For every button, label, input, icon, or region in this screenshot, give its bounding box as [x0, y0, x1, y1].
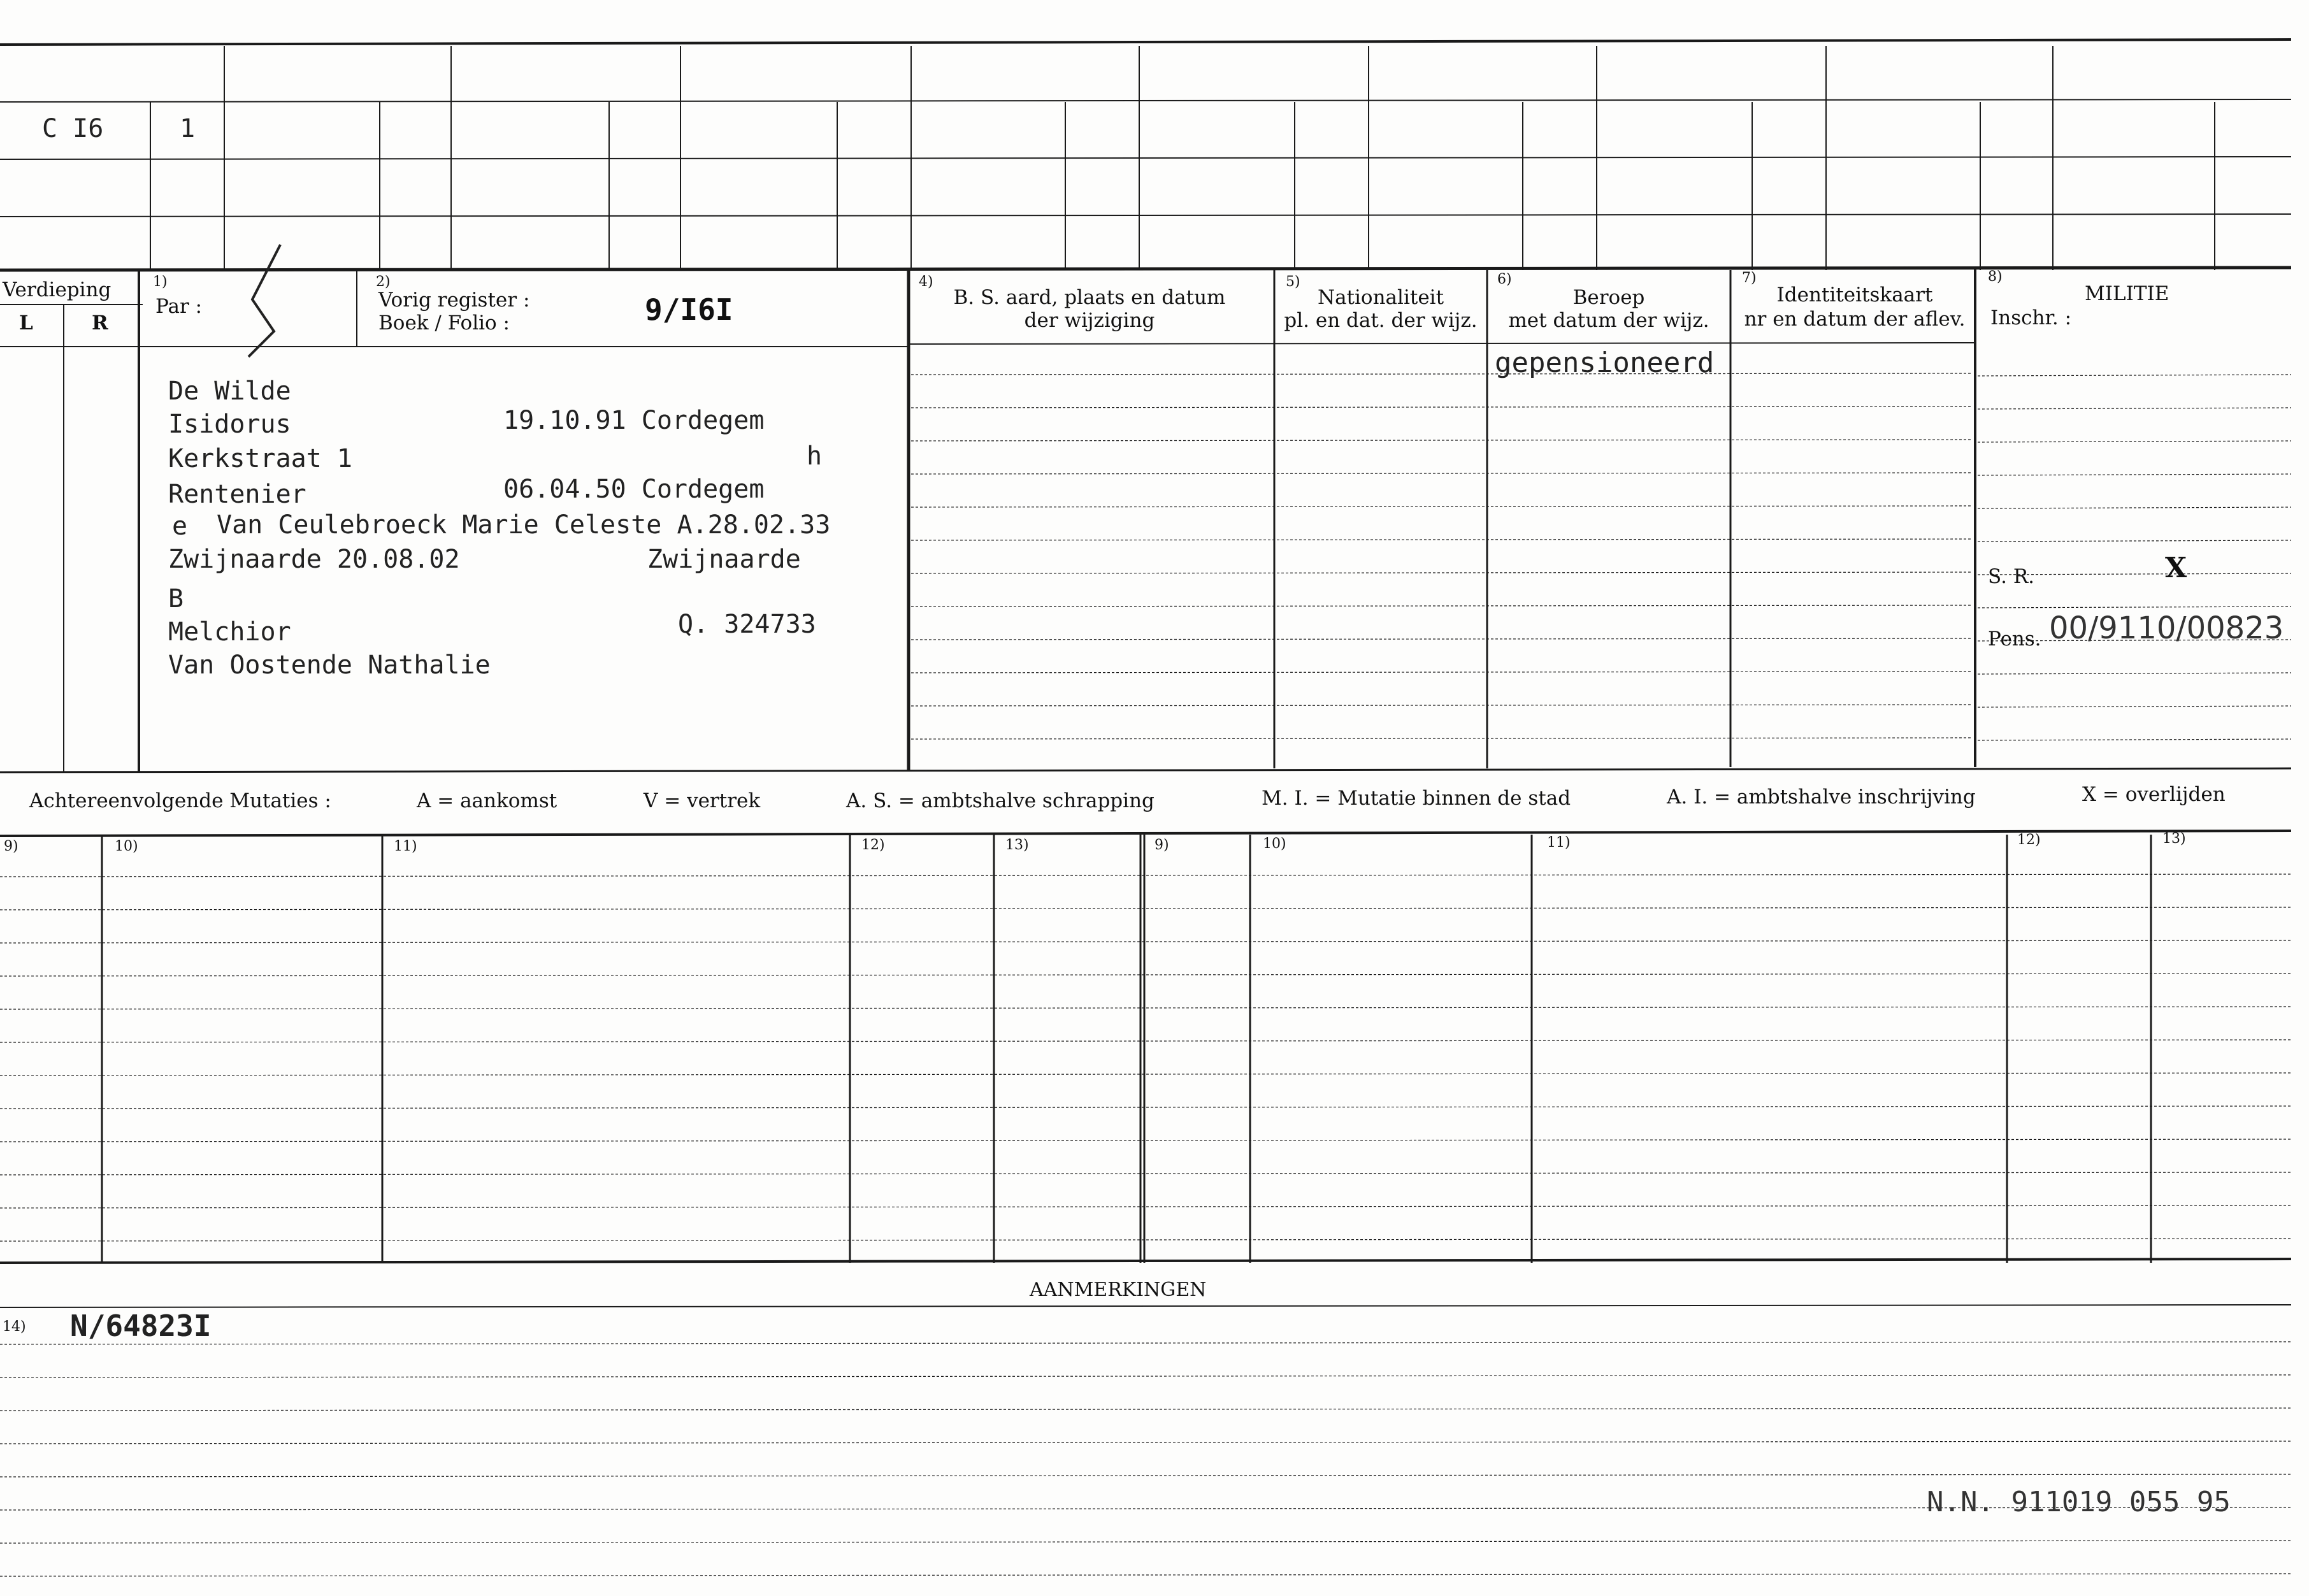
col-10-left: 10) [115, 838, 138, 854]
pens-value: 00/9110/00823 [2049, 610, 2284, 646]
rule-line [0, 1375, 2291, 1377]
register-value: 9/I6I [645, 292, 733, 327]
note-5: 5) [1286, 274, 1300, 290]
rule-line [911, 605, 1973, 607]
beroep-header-1: Beroep [1572, 286, 1645, 309]
rule-line [0, 831, 2291, 836]
second-date-place: 06.04.50 Cordegem [503, 475, 765, 504]
rule-line [1978, 706, 2291, 707]
note-4: 4) [919, 274, 933, 290]
birth-date-place: 19.10.91 Cordegem [503, 406, 765, 435]
occupation: Rentenier [168, 480, 306, 509]
militie-header: MILITIE [2085, 282, 2169, 305]
col-13-left: 13) [1005, 837, 1029, 853]
rule-line [911, 506, 1973, 507]
surname: De Wilde [168, 377, 291, 406]
father: Melchior [168, 617, 291, 647]
nat-header-2: pl. en dat. der wijz. [1284, 309, 1478, 332]
q-number: Q. 324733 [678, 610, 816, 639]
legend-as: A. S. = ambtshalve schrapping [846, 789, 1154, 812]
legend-v: V = vertrek [644, 789, 761, 812]
card-sub-number: 1 [180, 114, 196, 143]
floor-l-label: L [19, 312, 33, 334]
remarks-title: AANMERKINGEN [1030, 1279, 1207, 1301]
rule-line [911, 373, 1973, 375]
rule-line [911, 473, 1973, 474]
rule-line [0, 1106, 2291, 1109]
col-12-right: 12) [2017, 832, 2041, 848]
h-mark: h [807, 442, 823, 471]
marriage-place-2: Zwijnaarde [647, 545, 801, 574]
rule-line [0, 1139, 2291, 1142]
par-label: Par : [155, 295, 203, 318]
b-marker: B [168, 584, 184, 614]
legend-a: A = aankomst [417, 789, 557, 812]
national-number-stamp: N.N. 911019 055 95 [1927, 1486, 2231, 1518]
col-9-left: 9) [4, 838, 18, 854]
rule-line [911, 406, 1973, 408]
given-name: Isidorus [168, 410, 291, 439]
rule-line [0, 907, 2291, 910]
note-1: 1) [153, 274, 168, 290]
col-11-left: 11) [394, 838, 417, 854]
rule-line [911, 738, 1973, 739]
rule-line [0, 1408, 2291, 1411]
inschr-label: Inschr. : [1990, 306, 2072, 329]
rule-line [1978, 474, 2291, 475]
rule-line [1978, 507, 2291, 508]
id-header-1: Identiteitskaart [1776, 284, 1933, 306]
rule-line [1978, 375, 2291, 376]
pens-label: Pens. [1988, 628, 2041, 651]
spouse: Van Ceulebroeck Marie Celeste A.28.02.33 [217, 510, 831, 540]
verdieping-label: Verdieping [3, 278, 111, 301]
rule-line [0, 1172, 2291, 1175]
rule-line [0, 1574, 2291, 1576]
sr-value: X [2165, 552, 2187, 584]
legend-ai: A. I. = ambtshalve inschrijving [1667, 786, 1976, 809]
bs-header-2: der wijziging [1024, 309, 1155, 332]
boek-folio-label: Boek / Folio : [378, 312, 510, 334]
rule-line [1978, 441, 2291, 442]
col-10-right: 10) [1263, 836, 1286, 852]
rule-line [0, 768, 2291, 772]
note-14: 14) [3, 1319, 26, 1335]
rule-line [911, 672, 1973, 673]
rule-line [0, 157, 2291, 159]
remarks-entry: N/64823I [70, 1309, 212, 1343]
rule-line [0, 1073, 2291, 1075]
nat-header-1: Nationaliteit [1317, 286, 1444, 309]
card-code: C I6 [42, 114, 104, 143]
col-11-right: 11) [1547, 835, 1571, 851]
rule-line [1978, 739, 2291, 740]
bs-header-1: B. S. aard, plaats en datum [953, 286, 1226, 309]
beroep-header-2: met datum der wijz. [1508, 309, 1709, 332]
rule-line [0, 268, 2291, 270]
rule-line [0, 1007, 2291, 1009]
floor-r-label: R [92, 312, 108, 334]
vorig-register-label: Vorig register : [378, 289, 530, 312]
rule-line [0, 1441, 2291, 1444]
rule-line [911, 572, 1973, 573]
rule-line [0, 40, 2291, 45]
rule-line [0, 974, 2291, 976]
rule-line [0, 1342, 2291, 1344]
marriage-place-date: Zwijnaarde 20.08.02 [168, 545, 460, 574]
rule-line [0, 874, 2291, 877]
legend-x: X = overlijden [2082, 783, 2226, 806]
rule-line [0, 1040, 2291, 1042]
note-2: 2) [376, 274, 391, 290]
rule-line [911, 638, 1973, 640]
rule-line [911, 539, 1973, 540]
rule-line [911, 440, 1973, 441]
rule-line [1978, 607, 2291, 608]
mother: Van Oostende Nathalie [168, 651, 491, 680]
col-9-right: 9) [1154, 837, 1169, 853]
beroep-entry: gepensioneerd [1495, 347, 1715, 379]
rule-line [0, 1259, 2291, 1263]
rule-line [0, 1239, 2291, 1241]
note-7: 7) [1742, 270, 1757, 286]
note-8: 8) [1988, 269, 2003, 285]
rule-line [0, 214, 2291, 217]
rule-line [0, 1305, 2291, 1307]
rule-line [1978, 408, 2291, 409]
rule-line [909, 343, 1975, 344]
rule-line [1978, 673, 2291, 674]
rule-line [0, 940, 2291, 943]
note-6: 6) [1497, 271, 1512, 287]
legend-mi: M. I. = Mutatie binnen de stad [1262, 787, 1571, 810]
rule-line [0, 1541, 2291, 1543]
rule-line [0, 1205, 2291, 1208]
col-13-right: 13) [2162, 831, 2186, 847]
scribble-mark [248, 245, 280, 357]
id-header-2: nr en datum der aflev. [1744, 308, 1966, 331]
rule-line [911, 705, 1973, 706]
mutations-label: Achtereenvolgende Mutaties : [29, 789, 331, 812]
sr-label: S. R. [1988, 565, 2035, 588]
address: Kerkstraat 1 [168, 444, 352, 473]
rule-line [0, 1474, 2291, 1477]
col-12-left: 12) [861, 837, 885, 853]
rule-line [0, 99, 2291, 102]
spouse-marker: e [172, 512, 188, 541]
rule-line [1978, 540, 2291, 542]
